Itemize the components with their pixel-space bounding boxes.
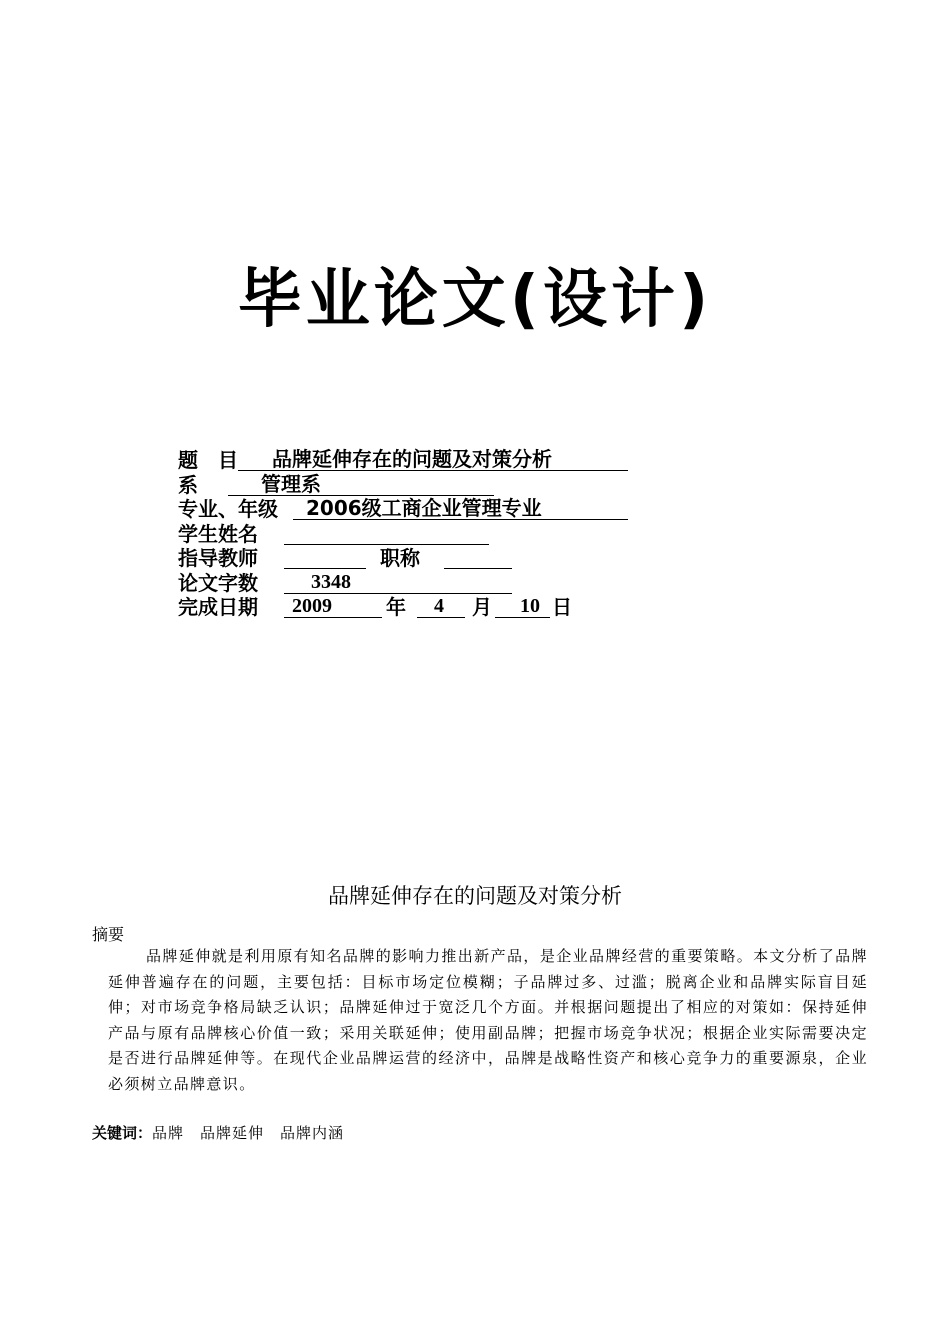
student-value-line (284, 522, 489, 545)
rank-label: 职称 (380, 546, 420, 570)
keywords-line (92, 1122, 344, 1143)
date-day-line (495, 595, 550, 618)
major-label: 专业、年级 (178, 497, 278, 521)
month-unit: 月 (472, 595, 492, 619)
wordcount-value-line (284, 571, 512, 594)
date-year-line (284, 595, 382, 618)
major-value-line (293, 497, 628, 520)
cover-info-block (178, 447, 572, 620)
department-value: 管理系 (261, 471, 321, 496)
date-label: 完成日期 (178, 595, 258, 619)
wordcount-row (178, 570, 351, 596)
major-value: 2006级工商企业管理专业 (306, 496, 542, 520)
abstract-label: 摘要 (92, 925, 125, 944)
title-value-line (238, 448, 628, 471)
major-row (178, 496, 542, 522)
date-month: 4 (434, 595, 444, 617)
department-value-line (228, 473, 494, 496)
date-year: 2009 (292, 595, 332, 617)
article-title: 品牌延伸存在的问题及对策分析 (328, 884, 622, 908)
advisor-row (178, 546, 420, 571)
date-row (178, 595, 572, 620)
advisor-value-line (284, 546, 366, 569)
title-label: 题 目 (178, 448, 238, 472)
wordcount-label: 论文字数 (178, 570, 258, 595)
abstract-body: 品牌延伸就是利用原有知名品牌的影响力推出新产品，是企业品牌经营的重要策略。本文分析了品牌延伸普遍存在的问题，主要包括：目标市场定位模糊；子品牌过多、过滥；脱离企业和品牌实际盲目延伸；对市场竞争格局缺乏认识；品牌延伸过于宽泛几个方面。并根据问题提出了相应的对策如：保持延伸产品与原有品牌核心价值一致；采用关联延伸；使用副品牌；把握市场竞争状况；根据企业实际需要决定是否进行品牌延伸等。在现代企业品牌运营的经济中，品牌是战略性资产和核心竞争力的重要源泉，企业必须树立品牌意识。 (108, 947, 868, 1093)
title-row (178, 447, 552, 473)
date-day: 10 (520, 595, 540, 617)
rank-value-line (444, 546, 512, 569)
wordcount-value: 3348 (311, 570, 351, 593)
day-unit: 日 (552, 595, 572, 619)
cover-main-title: 毕业论文(设计) (237, 263, 713, 337)
student-label: 学生姓名 (178, 521, 258, 546)
year-unit: 年 (386, 595, 406, 619)
date-month-line (417, 595, 465, 618)
department-row (178, 471, 321, 498)
student-row (178, 522, 278, 547)
keywords-label: 关键词： (92, 1124, 153, 1142)
title-value: 品牌延伸存在的问题及对策分析 (272, 447, 552, 471)
advisor-label: 指导教师 (178, 546, 258, 570)
department-label: 系 (178, 472, 198, 497)
keywords-value: 品牌 品牌延伸 品牌内涵 (152, 1124, 345, 1142)
